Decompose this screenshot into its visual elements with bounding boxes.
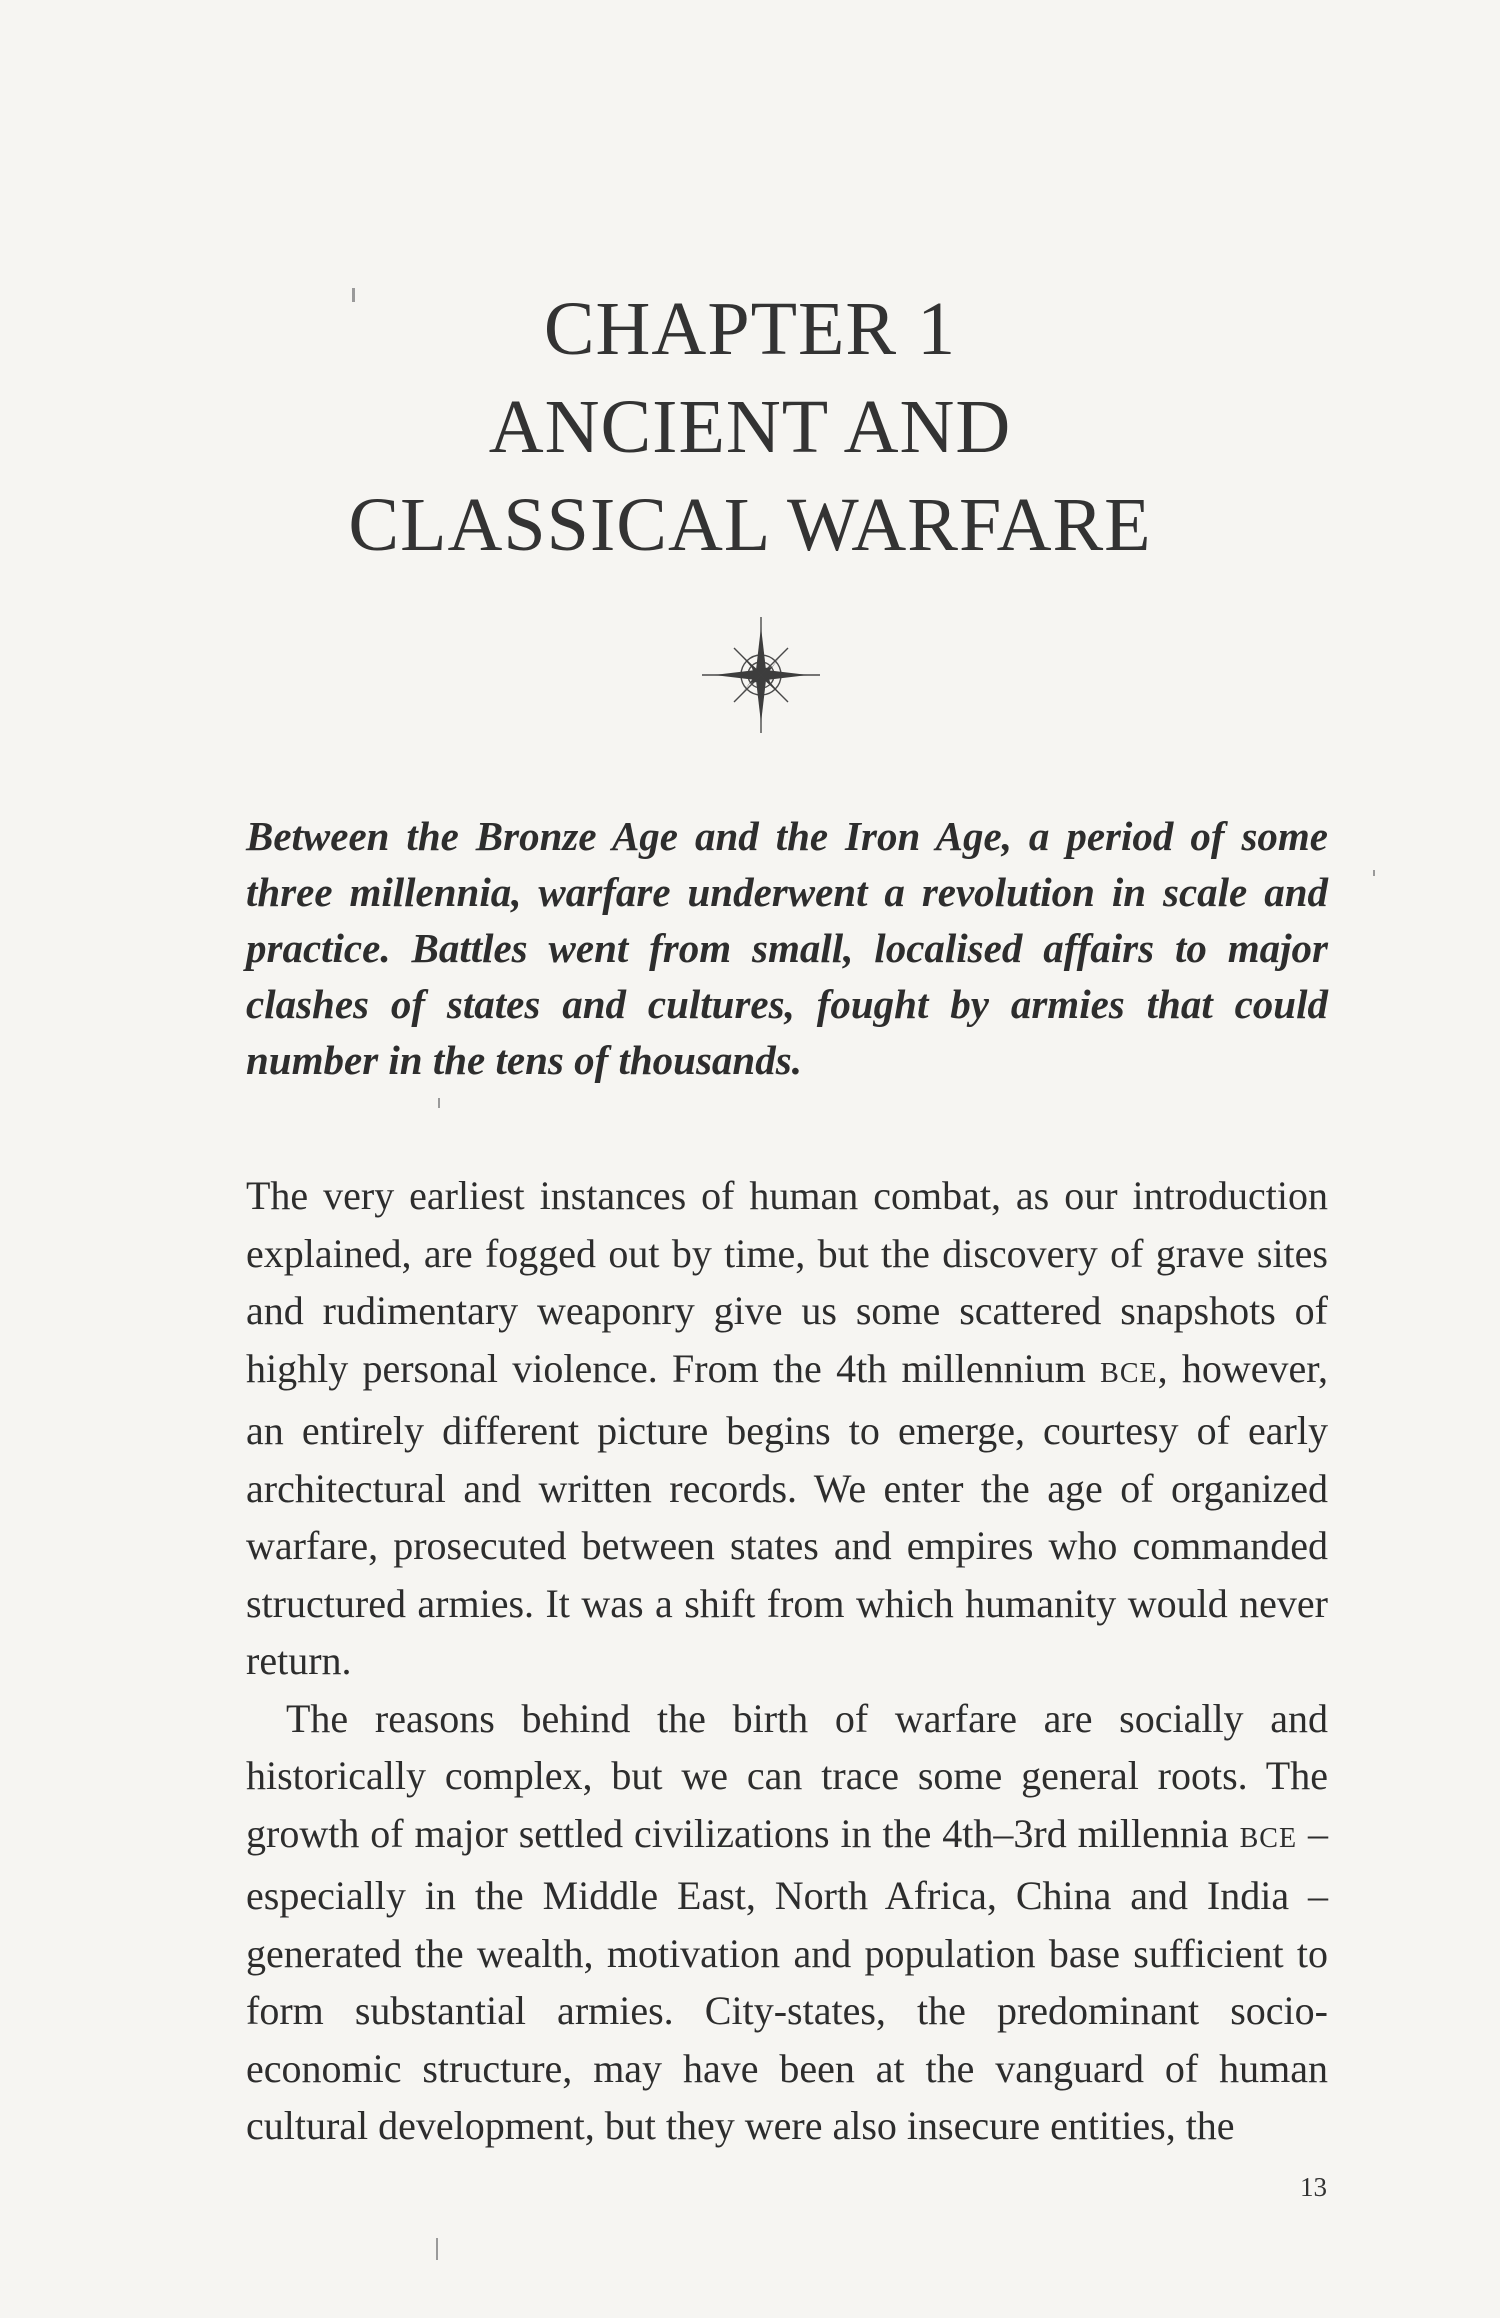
body-text <box>246 1167 1328 2155</box>
era-abbreviation: BCE <box>1100 1357 1158 1389</box>
paragraph-2: The reasons behind the birth of warfare are socially and historically complex, but we can trace some general roots. The growth of major settled civilizations in the 4th–3rd millennia BCE – especially in the Middle East, North Africa, China and India – generated the wealth, motivation and population base sufficient to form substantial armies. City-states, the predominant socio-economic structure, may have been at the vanguard of human cultural development, but they were also insecure entities, the <box>246 1695 1328 2148</box>
chapter-heading <box>0 280 1500 574</box>
chapter-title-line-1: ANCIENT AND <box>488 385 1012 469</box>
scan-speck <box>1373 870 1375 876</box>
era-abbreviation: BCE <box>1239 1822 1298 1854</box>
chapter-title-line-2: CLASSICAL WARFARE <box>348 483 1152 567</box>
compass-rose-icon <box>696 615 826 735</box>
scan-speck <box>438 1098 440 1108</box>
chapter-number: CHAPTER 1 <box>543 287 957 371</box>
paragraph-1: The very earliest instances of human combat, as our introduction explained, are fogged out by time, but the discovery of grave sites and rudimentary weaponry give us some scattered snapshots of highly personal violence. From the 4th millennium BCE, however, an entirely different picture begins to emerge, courtesy of early architectural and written records. We enter the age of organized warfare, prosecuted between states and empires who commanded structured armies. It was a shift from which humanity would never return. <box>246 1173 1328 1683</box>
scan-speck <box>436 2238 438 2260</box>
page-number: 13 <box>1300 2172 1327 2202</box>
chapter-intro: Between the Bronze Age and the Iron Age, a period of some three millennia, warfare underwent a revolution in scale and practice. Battles went from small, localised affairs to major clashes of states and cultures, fought by armies that could number in the tens of thousands. <box>246 813 1328 1083</box>
